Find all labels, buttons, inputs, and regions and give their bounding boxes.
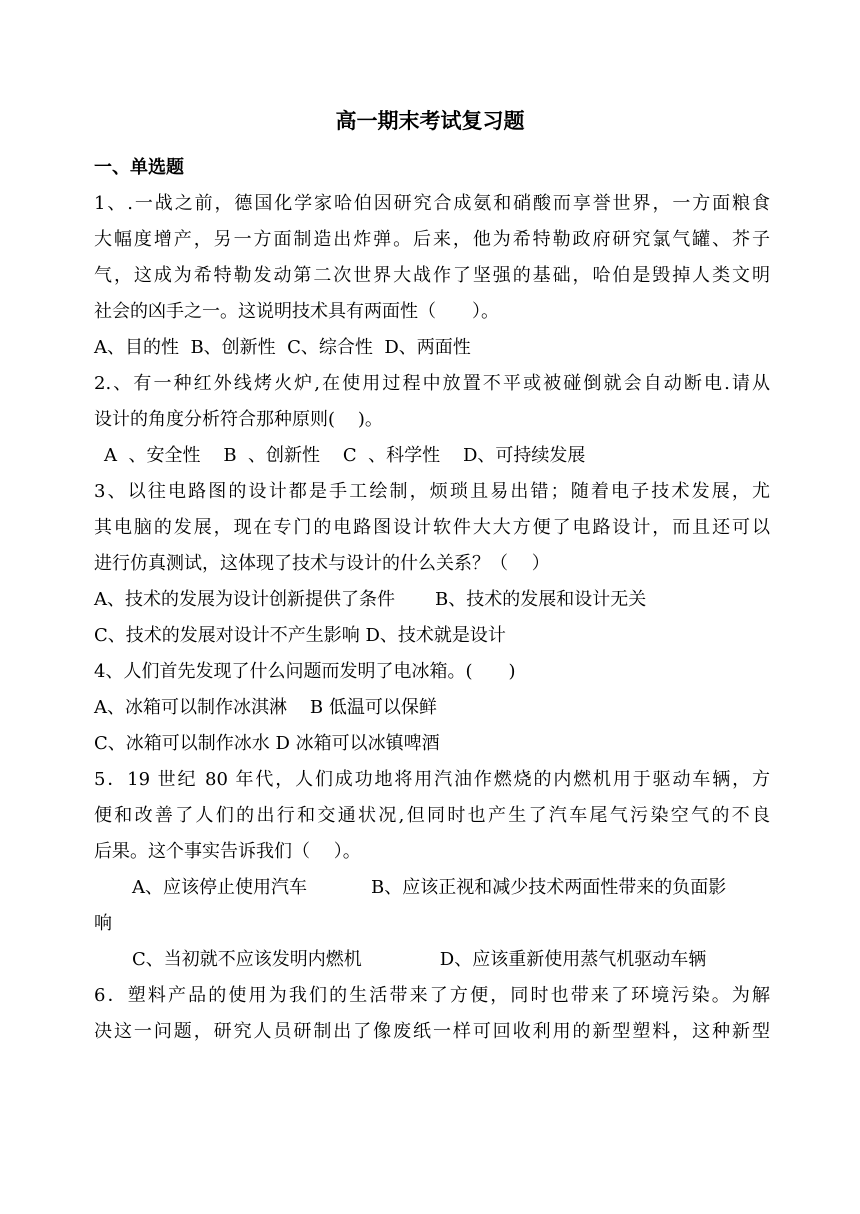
question-5-option-d: D、应该重新使用蒸气机驱动车辆 bbox=[439, 949, 707, 970]
question-4-line-1: 4、人们首先发现了什么问题而发明了电冰箱。( ) bbox=[94, 661, 516, 682]
question-5-line-1: 5．19 世纪 80 年代，人们成功地将用汽油作燃烧的内燃机用于驱动车辆，方 bbox=[94, 769, 770, 790]
question-4-options-cd: C、冰箱可以制作冰水 D 冰箱可以冰镇啤酒 bbox=[94, 733, 440, 754]
question-6-line-1: 6．塑料产品的使用为我们的生活带来了方便，同时也带来了环境污染。为解 bbox=[94, 985, 770, 1006]
question-3-option-b: B、技术的发展和设计无关 bbox=[435, 589, 647, 610]
question-6-line-2: 决这一问题，研究人员研制出了像废纸一样可回收利用的新型塑料，这种新型 bbox=[94, 1021, 770, 1042]
question-3-option-a: A、技术的发展为设计创新提供了条件 bbox=[94, 589, 395, 610]
question-5-options-ab bbox=[94, 870, 770, 906]
question-1-line-3: 气，这成为希特勒发动第二次世界大战作了坚强的基础，哈伯是毁掉人类文明 bbox=[94, 265, 770, 286]
question-5-line-2: 便和改善了人们的出行和交通状况,但同时也产生了汽车尾气污染空气的不良 bbox=[94, 805, 770, 826]
question-1-line-2: 大幅度增产，另一方面制造出炸弹。后来，他为希特勒政府研究氯气罐、芥子 bbox=[94, 229, 770, 250]
question-5-option-c: C、当初就不应该发明内燃机 bbox=[132, 949, 362, 970]
question-5-line-3: 后果。这个事实告诉我们（ ）。 bbox=[94, 841, 361, 862]
question-4-options-ab: A、冰箱可以制作冰淇淋 B 低温可以保鲜 bbox=[94, 697, 437, 718]
question-2-line-1: 2.、有一种红外线烤火炉,在使用过程中放置不平或被碰倒就会自动断电.请从 bbox=[94, 373, 770, 394]
question-5-option-b: B、应该正视和减少技术两面性带来的负面影 bbox=[371, 877, 727, 898]
question-5-options-cd bbox=[94, 942, 770, 978]
page-title: 高一期末考试复习题 bbox=[335, 108, 525, 133]
question-5-option-a: A、应该停止使用汽车 bbox=[132, 877, 307, 898]
question-1-line-1: 1、.一战之前，德国化学家哈伯因研究合成氨和硝酸而享誉世界，一方面粮食 bbox=[94, 193, 770, 214]
question-3-line-3: 进行仿真测试，这体现了技术与设计的什么关系？（ ） bbox=[94, 553, 550, 574]
question-1-line-4: 社会的凶手之一。这说明技术具有两面性（ ）。 bbox=[94, 301, 499, 322]
question-2-line-2: 设计的角度分析符合那种原则( )。 bbox=[94, 409, 383, 430]
question-2-options: A 、安全性 B 、创新性 C 、科学性 D、可持续发展 bbox=[104, 445, 586, 466]
section-heading: 一、单选题 bbox=[94, 157, 184, 178]
question-3-line-1: 3、以往电路图的设计都是手工绘制，烦琐且易出错；随着电子技术发展，尤 bbox=[94, 481, 770, 502]
question-3-line-2: 其电脑的发展，现在专门的电路图设计软件大大方便了电路设计，而且还可以 bbox=[94, 517, 770, 538]
question-3-options-cd: C、技术的发展对设计不产生影响 D、技术就是设计 bbox=[94, 625, 506, 646]
question-3-options-ab bbox=[94, 582, 770, 618]
question-5-option-b-continued: 响 bbox=[94, 913, 112, 934]
question-1-options: A、目的性 B、创新性 C、综合性 D、两面性 bbox=[94, 337, 471, 358]
document-body bbox=[94, 150, 770, 1050]
